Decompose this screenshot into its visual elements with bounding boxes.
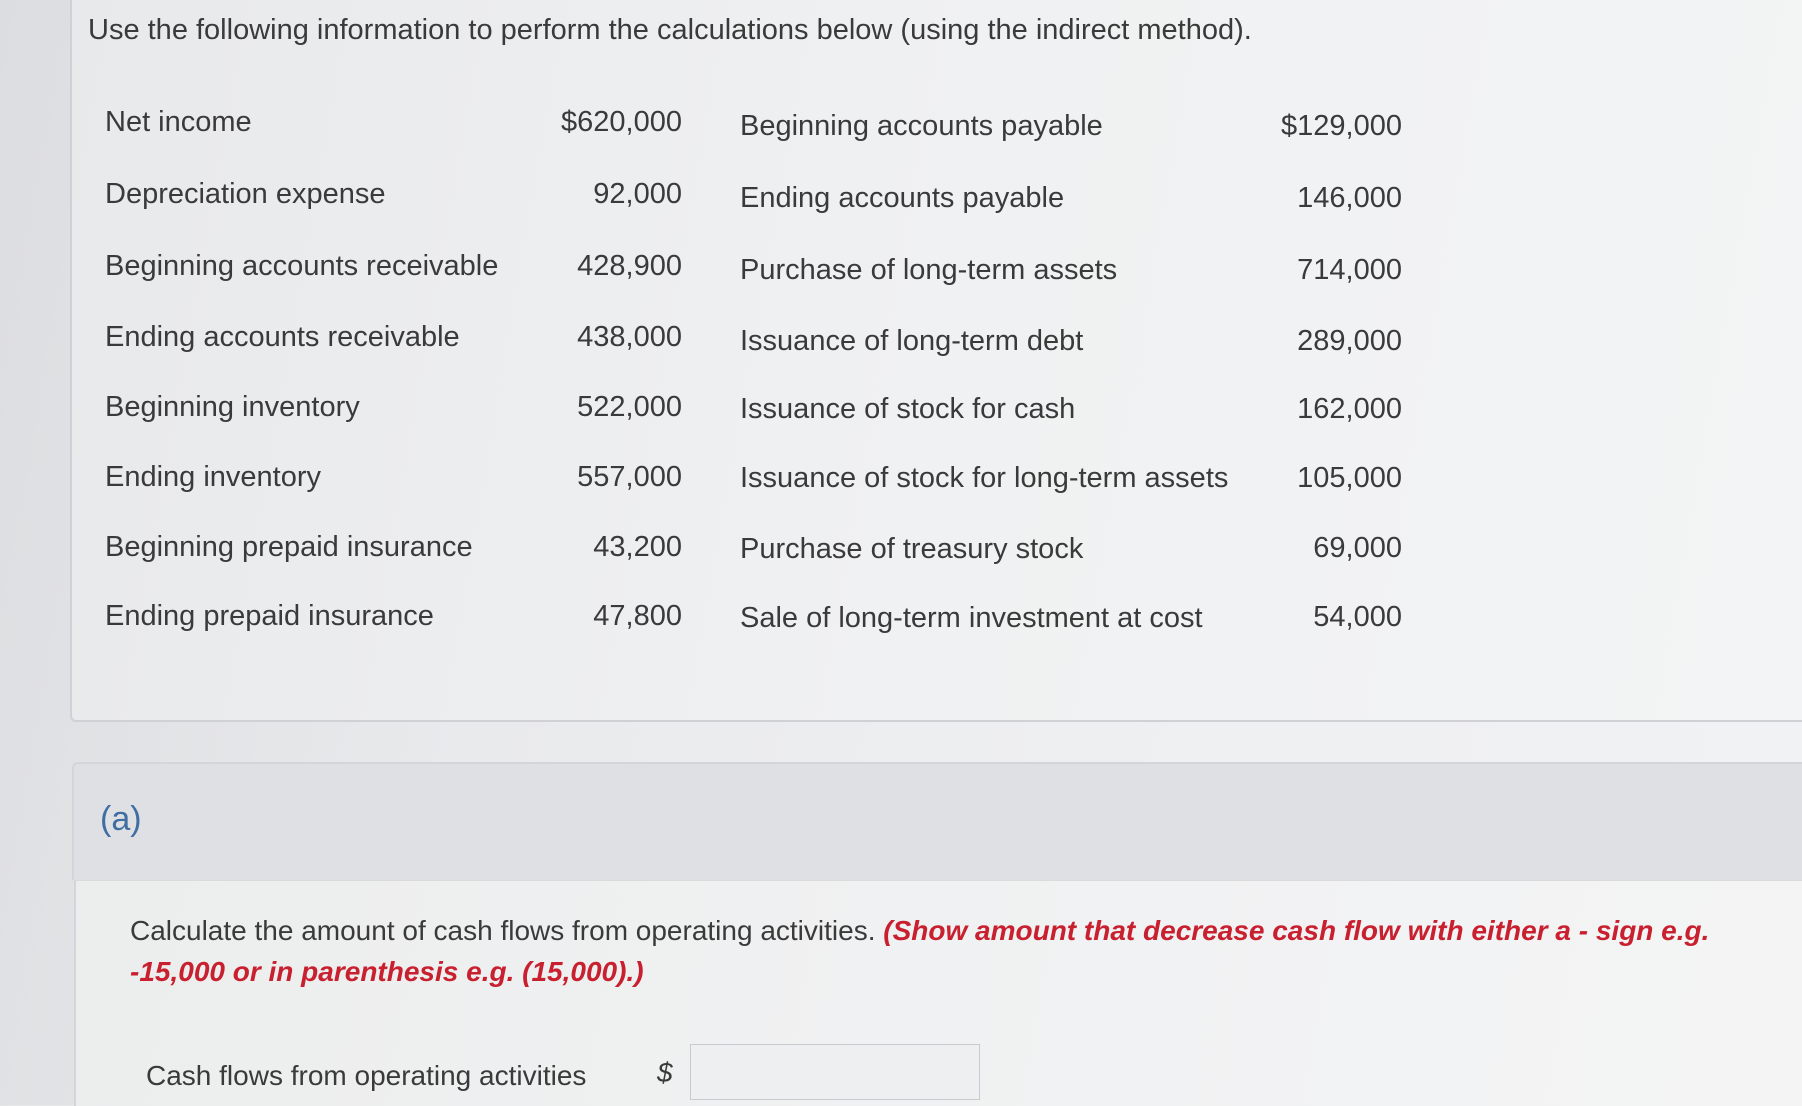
table-row [0, 178, 1802, 228]
question-text [130, 910, 1750, 992]
row-value: $129,000 [1281, 110, 1402, 142]
row-label: Issuance of stock for long-term assets [740, 462, 1229, 494]
row-value: 438,000 [577, 321, 682, 353]
row-value: 92,000 [593, 178, 682, 210]
row-value: 146,000 [1297, 182, 1402, 214]
table-row [0, 106, 1802, 156]
row-value: 69,000 [1313, 532, 1402, 564]
table-row [0, 321, 1802, 371]
part-label: (a) [100, 800, 142, 838]
question-prompt: Calculate the amount of cash flows from operating activities. [130, 915, 884, 946]
row-label: Beginning accounts payable [740, 110, 1103, 142]
instruction-text: Use the following information to perform the calculations below (using the indirect method). [88, 14, 1252, 46]
table-row [0, 600, 1802, 650]
table-row [0, 391, 1802, 441]
row-label: Issuance of long-term debt [740, 325, 1084, 357]
row-label: Ending inventory [105, 461, 322, 493]
question-hint: (Show amount that decrease cash flow with either a - sign e.g. -15,000 or in parenthesis e.g. (15,000).) [130, 915, 1710, 987]
row-label: Depreciation expense [105, 178, 386, 210]
row-label: Purchase of treasury stock [740, 533, 1084, 565]
row-value: 47,800 [593, 600, 682, 632]
row-label: Net income [105, 106, 252, 138]
table-row [0, 531, 1802, 581]
row-label: Beginning accounts receivable [105, 250, 499, 282]
row-value: 162,000 [1297, 393, 1402, 425]
row-label: Ending accounts receivable [105, 321, 460, 353]
row-label: Ending accounts payable [740, 182, 1065, 214]
row-label: Ending prepaid insurance [105, 600, 434, 632]
row-value: $620,000 [561, 106, 682, 138]
row-value: 43,200 [593, 531, 682, 563]
row-value: 289,000 [1297, 325, 1402, 357]
row-label: Issuance of stock for cash [740, 393, 1076, 425]
row-label: Sale of long-term investment at cost [740, 602, 1203, 634]
table-row [0, 250, 1802, 300]
row-label: Beginning prepaid insurance [105, 531, 473, 563]
row-label: Purchase of long-term assets [740, 254, 1118, 286]
row-value: 714,000 [1297, 254, 1402, 286]
table-row [0, 461, 1802, 511]
row-label: Beginning inventory [105, 391, 360, 423]
row-value: 522,000 [577, 391, 682, 423]
currency-symbol: $ [657, 1057, 673, 1088]
row-value: 105,000 [1297, 462, 1402, 494]
answer-label: Cash flows from operating activities [146, 1060, 587, 1091]
row-value: 428,900 [577, 250, 682, 282]
cash-flows-operating-input[interactable] [690, 1044, 980, 1100]
row-value: 54,000 [1313, 601, 1402, 633]
part-a-header [72, 762, 1802, 880]
row-value: 557,000 [577, 461, 682, 493]
